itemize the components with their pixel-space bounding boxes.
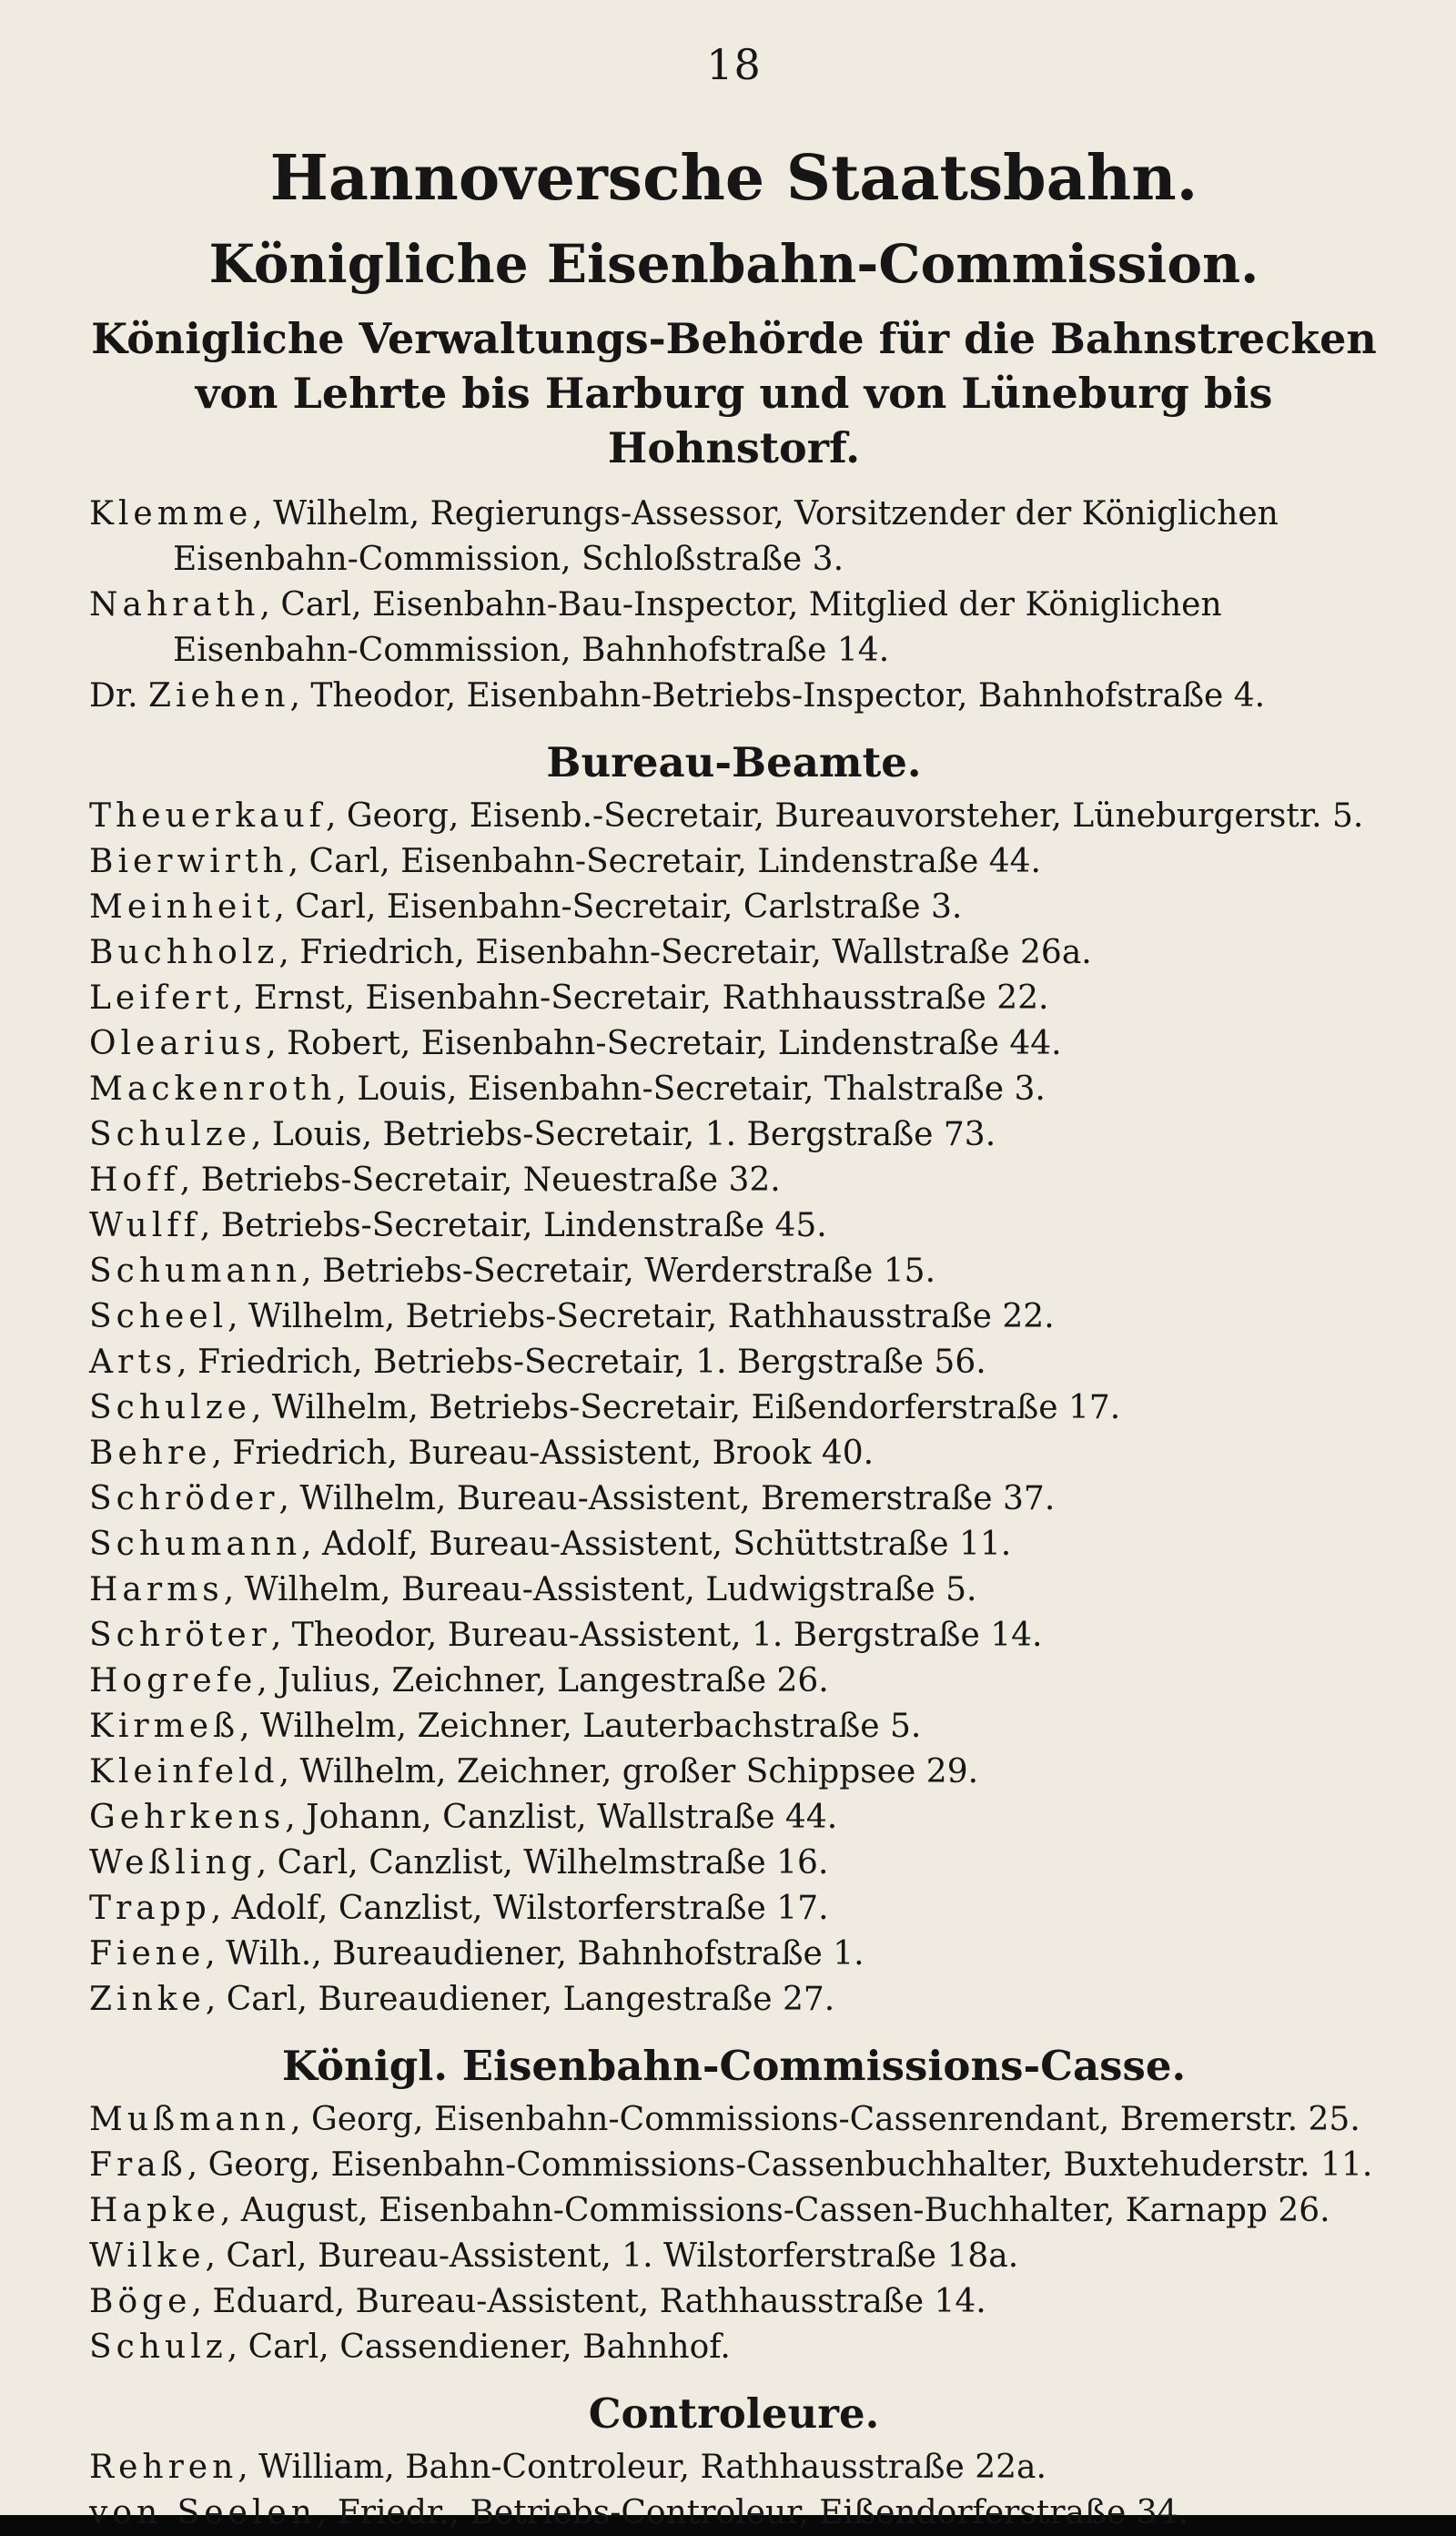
entry-details: , Carl, Eisenbahn-Bau-Inspector, Mitglied der Königlichen Eisenbahn-Commission, Bahnhofstraße 14. [173, 586, 1222, 669]
list-item [89, 1522, 1379, 1567]
section-heading: Bureau-Beamte. [546, 738, 922, 786]
entry-details: , Georg, Eisenbahn-Commissions-Cassenbuchhalter, Buxtehuderstr. 11. [187, 2146, 1373, 2184]
entry-details: , Theodor, Eisenbahn-Betriebs-Inspector, Bahnhofstraße 4. [289, 677, 1266, 715]
list-item [89, 1067, 1379, 1112]
authority-description: Königliche Verwaltungs-Behörde für die Bahnstrecken von Lehrte bis Harburg und von Lüneburg bis Hohnstorf. [91, 314, 1377, 472]
section-controleure [89, 2389, 1379, 2536]
commission-members [89, 492, 1379, 719]
list-item [89, 2445, 1379, 2490]
surname: Wulff [89, 1207, 200, 1244]
entry-details: , Carl, Eisenbahn-Secretair, Lindenstraße 44. [288, 843, 1042, 880]
list-item [89, 1659, 1379, 1704]
surname: Buchholz [89, 934, 279, 971]
list-item [89, 2279, 1379, 2325]
entry-details: , William, Bahn-Controleur, Rathhausstraße 22a. [238, 2449, 1046, 2486]
entry-details: , Adolf, Bureau-Assistent, Schüttstraße 11. [301, 1526, 1012, 1563]
surname: Rehren [89, 2449, 238, 2486]
entry-details: , Wilhelm, Bureau-Assistent, Ludwigstraße 5. [223, 1571, 977, 1608]
surname: Schulze [89, 1116, 251, 1153]
list-item [89, 2143, 1379, 2188]
list-item [89, 1613, 1379, 1659]
list-item [89, 839, 1379, 885]
entry-details: , Carl, Bureaudiener, Langestraße 27. [205, 1981, 835, 2018]
surname: Nahrath [89, 586, 260, 624]
page-number: 18 [706, 40, 762, 89]
surname: Schröter [89, 1617, 271, 1654]
entry-list [89, 2445, 1379, 2536]
entry-details: , Betriebs-Secretair, Lindenstraße 45. [199, 1207, 827, 1244]
entry-details: , Wilhelm, Betriebs-Secretair, Eißendorferstraße 17. [250, 1389, 1121, 1426]
page-title: Hannoversche Staatsbahn. [269, 142, 1198, 215]
surname: Hapke [89, 2192, 221, 2229]
surname: Schumann [89, 1253, 302, 1290]
list-item [89, 1431, 1379, 1476]
list-item [89, 2490, 1379, 2536]
list-item [89, 2234, 1379, 2279]
entry-details: , Johann, Canzlist, Wallstraße 44. [285, 1799, 838, 1836]
entry-details: , Eduard, Bureau-Assistent, Rathhausstraße 14. [191, 2283, 986, 2320]
entry-details: , August, Eisenbahn-Commissions-Cassen-Buchhalter, Karnapp 26. [220, 2192, 1330, 2229]
surname: von Seelen [89, 2494, 317, 2531]
list-item [89, 1203, 1379, 1249]
surname: Arts [89, 1344, 177, 1381]
surname: Schumann [89, 1526, 302, 1563]
surname: Mackenroth [89, 1070, 337, 1108]
surname: Kirmeß [89, 1708, 240, 1745]
list-item [89, 1249, 1379, 1294]
list-item [89, 930, 1379, 976]
entry-details: , Friedrich, Eisenbahn-Secretair, Wallstraße 26a. [278, 934, 1092, 971]
entry-details: , Carl, Eisenbahn-Secretair, Carlstraße 3. [274, 888, 963, 926]
list-item [89, 2188, 1379, 2234]
surname: Schulz [89, 2328, 228, 2366]
surname: Bierwirth [89, 843, 288, 880]
surname: Gehrkens [89, 1799, 286, 1836]
surname: Olearius [89, 1025, 267, 1062]
surname: Böge [89, 2283, 192, 2320]
surname: Harms [89, 1571, 224, 1608]
section-bureau-beamte [89, 737, 1379, 2023]
list-item [89, 1977, 1379, 2023]
surname: Klemme [89, 495, 253, 533]
page-subtitle: Königliche Eisenbahn-Commission. [208, 233, 1259, 295]
list-item [89, 2325, 1379, 2370]
surname: Schröder [89, 1480, 279, 1517]
surname: Scheel [89, 1298, 228, 1335]
entry-details: , Friedr., Betriebs-Controleur, Eißendorferstraße 34. [316, 2494, 1189, 2531]
list-item [89, 674, 1379, 719]
entry-list [89, 794, 1379, 2023]
entry-details: , Wilh., Bureaudiener, Bahnhofstraße 1. [205, 1935, 864, 1973]
list-item [89, 1340, 1379, 1385]
entry-details: , Wilhelm, Zeichner, Lauterbachstraße 5. [239, 1708, 922, 1745]
entry-details: , Betriebs-Secretair, Werderstraße 15. [301, 1253, 936, 1290]
surname: Schulze [89, 1389, 251, 1426]
surname: Mußmann [89, 2101, 291, 2138]
surname: Ziehen [148, 677, 290, 715]
surname: Weßling [89, 1844, 257, 1882]
list-item [89, 492, 1379, 583]
entry-details: , Wilhelm, Zeichner, großer Schippsee 29. [278, 1753, 979, 1790]
surname: Behre [89, 1435, 212, 1472]
list-item [89, 583, 1379, 674]
list-item [89, 2097, 1379, 2143]
surname: Fraß [89, 2146, 187, 2184]
entry-details: , Georg, Eisenb.-Secretair, Bureauvorsteher, Lüneburgerstr. 5. [326, 797, 1364, 835]
list-item [89, 1021, 1379, 1067]
surname: Meinheit [89, 888, 275, 926]
entry-details: , Friedrich, Bureau-Assistent, Brook 40. [211, 1435, 875, 1472]
surname: Fiene [89, 1935, 206, 1973]
entry-details: , Robert, Eisenbahn-Secretair, Lindenstraße 44. [266, 1025, 1062, 1062]
surname: Hoff [89, 1161, 180, 1199]
list-item [89, 794, 1379, 839]
surname: Theuerkauf [89, 797, 326, 835]
surname: Leifert [89, 979, 234, 1017]
list-item [89, 885, 1379, 930]
entry-details: , Georg, Eisenbahn-Commissions-Cassenrendant, Bremerstr. 25. [290, 2101, 1360, 2138]
entry-details: , Betriebs-Secretair, Neuestraße 32. [179, 1161, 781, 1199]
surname: Zinke [89, 1981, 206, 2018]
list-item [89, 1750, 1379, 1795]
surname: Wilke [89, 2237, 206, 2275]
entry-details: , Wilhelm, Betriebs-Secretair, Rathhausstraße 22. [228, 1298, 1055, 1335]
entry-details: , Louis, Eisenbahn-Secretair, Thalstraße 3. [336, 1070, 1046, 1108]
surname: Hogrefe [89, 1662, 258, 1699]
surname: Trapp [89, 1890, 211, 1927]
entry-details: , Carl, Bureau-Assistent, 1. Wilstorferstraße 18a. [205, 2237, 1019, 2275]
entry-details: , Wilhelm, Bureau-Assistent, Bremerstraße 37. [278, 1480, 1056, 1517]
entry-details: , Carl, Cassendiener, Bahnhof. [227, 2328, 731, 2366]
list-item [89, 1886, 1379, 1932]
entry-list [89, 2097, 1379, 2370]
surname: Kleinfeld [89, 1753, 279, 1790]
entry-details: , Carl, Canzlist, Wilhelmstraße 16. [256, 1844, 829, 1882]
list-item [89, 1294, 1379, 1340]
list-item [89, 1795, 1379, 1841]
list-item [89, 1476, 1379, 1522]
name-prefix: Dr. [89, 677, 149, 715]
list-item [89, 1112, 1379, 1158]
entry-details: , Wilhelm, Regierungs-Assessor, Vorsitzender der Königlichen Eisenbahn-Commission, Schloßstraße 3. [173, 495, 1279, 578]
entry-details: , Ernst, Eisenbahn-Secretair, Rathhausstraße 22. [233, 979, 1049, 1017]
list-item [89, 1704, 1379, 1750]
list-item [89, 1841, 1379, 1886]
section-heading: Königl. Eisenbahn-Commissions-Casse. [281, 2042, 1187, 2090]
entry-details: , Julius, Zeichner, Langestraße 26. [257, 1662, 829, 1699]
list-item [89, 1385, 1379, 1431]
entry-details: , Friedrich, Betriebs-Secretair, 1. Bergstraße 56. [177, 1344, 986, 1381]
entry-details: , Adolf, Canzlist, Wilstorferstraße 17. [210, 1890, 829, 1927]
entry-details: , Theodor, Bureau-Assistent, 1. Bergstraße 14. [270, 1617, 1043, 1654]
list-item [89, 1932, 1379, 1977]
section-commissions-casse [89, 2041, 1379, 2370]
entry-details: , Louis, Betriebs-Secretair, 1. Bergstraße 73. [250, 1116, 996, 1153]
list-item [89, 1567, 1379, 1613]
list-item [89, 1158, 1379, 1203]
list-item [89, 976, 1379, 1021]
section-heading: Controleure. [588, 2389, 880, 2438]
